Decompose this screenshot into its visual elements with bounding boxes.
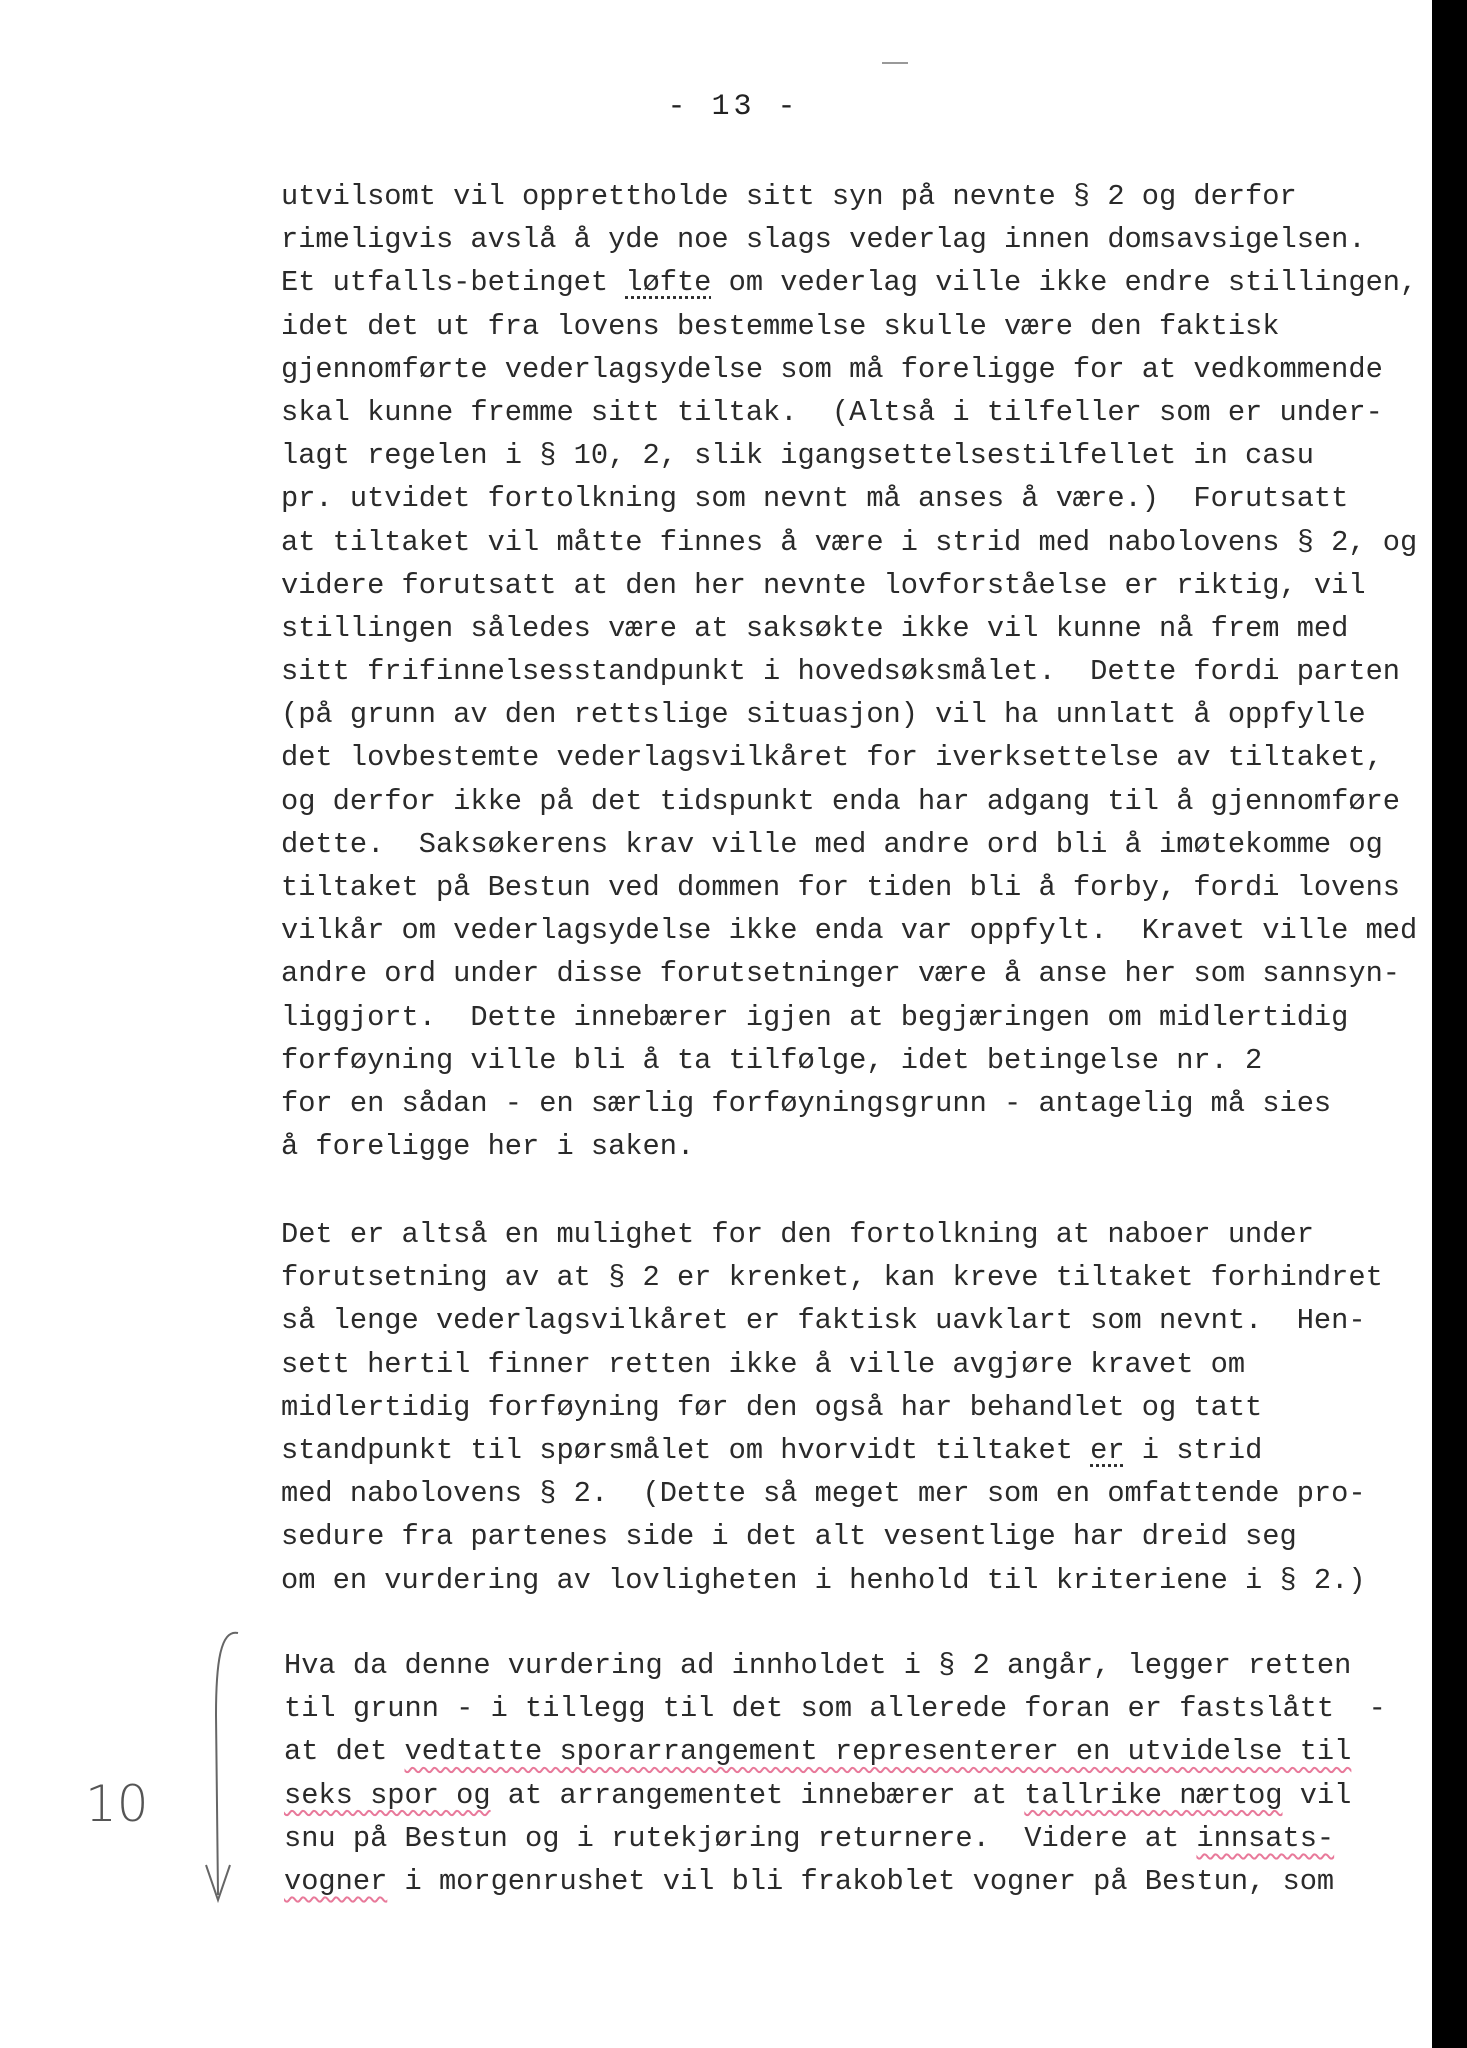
text-line	[281, 305, 1417, 348]
scan-mark	[882, 62, 908, 64]
text-segment: skal kunne fremme sitt tiltak. (Altså i tilfeller som er under-	[281, 395, 1383, 429]
handwritten-arrow-icon	[200, 1625, 260, 1925]
text-segment: Hva da denne vurdering ad innholdet i § 2 angår, legger retten	[284, 1649, 1352, 1682]
text-segment: pr. utvidet fortolkning som nevnt må anses å være.) Forutsatt	[281, 482, 1349, 516]
text-line	[281, 1082, 1417, 1125]
text-segment: utvilsomt vil opprettholde sitt syn på nevnte § 2 og derfor	[281, 180, 1297, 213]
underlined-text: innsats-	[1196, 1821, 1335, 1855]
text-line	[284, 1774, 1386, 1817]
text-line	[284, 1860, 1386, 1903]
text-segment: rimeligvis avslå å yde noe slags vederlag innen domsavsigelsen.	[281, 223, 1366, 257]
text-segment: til grunn - i tillegg til det som allerede foran er fastslått -	[284, 1692, 1386, 1726]
text-segment: å foreligge her i saken.	[281, 1130, 695, 1164]
text-segment: lagt regelen i § 10, 2, slik igangsettelsestilfellet in casu	[281, 439, 1314, 473]
text-line	[281, 434, 1417, 477]
text-line	[281, 218, 1417, 261]
text-line	[281, 1386, 1383, 1429]
text-segment: forføyning ville bli å ta tilfølge, idet betingelse nr. 2	[281, 1043, 1263, 1077]
text-line	[284, 1730, 1386, 1773]
text-line	[281, 736, 1417, 779]
text-segment: andre ord under disse forutsetninger være å anse her som sannsyn-	[281, 957, 1400, 991]
underlined-text: vedtatte sporarrangement representerer en utvidelse til	[404, 1735, 1352, 1769]
text-line	[281, 866, 1417, 909]
text-line	[281, 477, 1417, 520]
text-segment: sett hertil finner retten ikke å ville avgjøre kravet om	[281, 1347, 1246, 1381]
text-line	[281, 607, 1417, 650]
handwritten-margin-note: 10	[85, 1775, 149, 1833]
text-segment: liggjort. Dette innebærer igjen at begjæringen om midlertidig	[281, 1000, 1349, 1034]
text-segment: for en sådan - en særlig forføyningsgrunn - antagelig må sies	[281, 1086, 1332, 1120]
text-line	[281, 996, 1417, 1039]
text-segment: midlertidig forføyning før den også har behandlet og tatt	[281, 1390, 1263, 1424]
text-segment: dette. Saksøkerens krav ville med andre ord bli å imøtekomme og	[281, 827, 1383, 861]
text-line	[281, 1559, 1383, 1602]
text-segment: (på grunn av den rettslige situasjon) vil ha unnlatt å oppfylle	[281, 698, 1366, 732]
text-line	[281, 175, 1417, 218]
text-segment: at arrangementet innebærer at	[490, 1778, 1025, 1812]
text-line	[281, 261, 1417, 304]
text-line	[281, 823, 1417, 866]
text-segment: Et utfalls-betinget	[281, 266, 626, 300]
text-line	[281, 909, 1417, 952]
text-line	[281, 1472, 1383, 1515]
text-segment: vil	[1282, 1778, 1352, 1812]
text-line	[284, 1644, 1386, 1687]
text-segment: standpunkt til spørsmålet om hvorvidt tiltaket	[281, 1433, 1091, 1467]
text-segment: det lovbestemte vederlagsvilkåret for iverksettelse av tiltaket,	[281, 741, 1383, 775]
text-line	[281, 1515, 1383, 1558]
paragraph-1	[281, 175, 1417, 1168]
text-segment: vilkår om vederlagsydelse ikke enda var oppfylt. Kravet ville med	[281, 914, 1418, 948]
text-line	[281, 1429, 1383, 1472]
text-segment: om en vurdering av lovligheten i henhold til kriteriene i § 2.)	[281, 1563, 1366, 1597]
text-segment: forutsetning av at § 2 er krenket, kan kreve tiltaket forhindret	[281, 1261, 1383, 1295]
underlined-text: seks spor og	[284, 1778, 491, 1812]
text-line	[281, 521, 1417, 564]
text-line	[281, 1299, 1383, 1342]
page-number: - 13 -	[667, 90, 800, 124]
text-line	[281, 650, 1417, 693]
text-segment: om vederlag ville ikke endre stillingen,	[711, 266, 1418, 300]
text-line	[281, 1125, 1417, 1168]
text-segment: gjennomførte vederlagsydelse som må foreligge for at vedkommende	[281, 352, 1383, 386]
text-line	[281, 1213, 1383, 1256]
text-line	[281, 693, 1417, 736]
underlined-text: løfte	[625, 266, 712, 300]
text-segment: at det	[284, 1735, 405, 1769]
text-segment: sedure fra partenes side i det alt vesentlige har dreid seg	[281, 1520, 1297, 1554]
text-segment: videre forutsatt at den her nevnte lovforståelse er riktig, vil	[281, 568, 1366, 602]
text-line	[281, 391, 1417, 434]
text-line	[281, 348, 1417, 391]
paragraph-2	[281, 1213, 1383, 1602]
text-line	[281, 780, 1417, 823]
text-line	[281, 1039, 1417, 1082]
text-segment: sitt frifinnelsesstandpunkt i hovedsøksmålet. Dette fordi parten	[281, 655, 1400, 689]
underlined-text: vogner	[284, 1864, 388, 1898]
text-segment: at tiltaket vil måtte finnes å være i strid med nabolovens § 2, og	[281, 525, 1418, 559]
text-line	[284, 1817, 1386, 1860]
text-segment: stillingen således være at saksøkte ikke vil kunne nå frem med	[281, 611, 1349, 645]
text-line	[281, 1343, 1383, 1386]
underlined-text: er	[1090, 1433, 1125, 1467]
text-segment: så lenge vederlagsvilkåret er faktisk uavklart som nevnt. Hen-	[281, 1304, 1366, 1338]
text-line	[281, 952, 1417, 995]
text-segment: og derfor ikke på det tidspunkt enda har adgang til å gjennomføre	[281, 784, 1400, 818]
text-segment: i morgenrushet vil bli frakoblet vogner på Bestun, som	[387, 1864, 1335, 1898]
text-segment: Det er altså en mulighet for den fortolkning at naboer under	[281, 1218, 1314, 1251]
underlined-text: tallrike nærtog	[1024, 1778, 1283, 1812]
text-segment: med nabolovens § 2. (Dette så meget mer som en omfattende pro-	[281, 1477, 1366, 1511]
scan-edge	[1432, 0, 1467, 2048]
text-segment: tiltaket på Bestun ved dommen for tiden bli å forby, fordi lovens	[281, 871, 1400, 904]
text-segment: snu på Bestun og i rutekjøring returnere. Videre at	[284, 1821, 1197, 1855]
paragraph-3	[284, 1644, 1386, 1903]
text-segment: i strid	[1124, 1433, 1263, 1467]
text-segment: idet det ut fra lovens bestemmelse skulle være den faktisk	[281, 309, 1280, 343]
text-line	[281, 1256, 1383, 1299]
text-line	[284, 1687, 1386, 1730]
text-line	[281, 564, 1417, 607]
